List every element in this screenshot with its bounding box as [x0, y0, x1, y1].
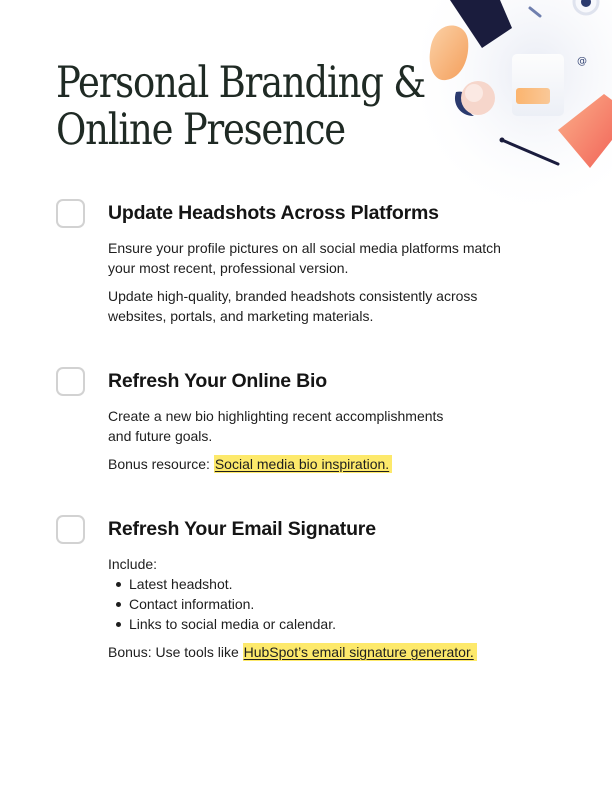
list-item: Latest headshot. [108, 574, 336, 594]
item-detail-headshots [108, 286, 477, 326]
item-description-headshots [108, 238, 501, 278]
page-title-line-2: Online Presence [56, 105, 345, 155]
email-signature-generator-link[interactable]: HubSpot’s email signature generator. [243, 643, 477, 661]
bio-inspiration-link[interactable]: Social media bio inspiration. [214, 455, 392, 473]
description-line: and future goals. [108, 428, 213, 444]
svg-text:@: @ [577, 56, 587, 67]
page-title-line-1: Personal Branding & [56, 58, 425, 108]
item-description-bio [108, 406, 443, 446]
item-title-bio: Refresh Your Online Bio [108, 370, 327, 392]
detail-line: websites, portals, and marketing materials. [108, 308, 374, 324]
decorative-illustration [422, 0, 612, 210]
checkbox-bio[interactable] [56, 367, 85, 396]
list-item: Contact information. [108, 594, 336, 614]
item-title-email-signature: Refresh Your Email Signature [108, 518, 376, 540]
description-line: Create a new bio highlighting recent accomplishments [108, 408, 444, 424]
item-title-headshots: Update Headshots Across Platforms [108, 202, 439, 224]
checkbox-email-signature[interactable] [56, 515, 85, 544]
list-item: Links to social media or calendar. [108, 614, 336, 634]
include-list [108, 574, 336, 634]
checkbox-headshots[interactable] [56, 199, 85, 228]
description-line: Ensure your profile pictures on all social media platforms match [108, 240, 501, 256]
detail-line: Update high-quality, branded headshots consistently across [108, 288, 478, 304]
bonus-prefix: Bonus: Use tools like [108, 644, 243, 660]
bonus-resource-bio [108, 454, 392, 474]
bonus-prefix: Bonus resource: [108, 456, 214, 472]
include-label: Include: [108, 556, 158, 572]
page-title [56, 60, 425, 154]
description-line: your most recent, professional version. [108, 260, 349, 276]
bonus-resource-email [108, 642, 477, 662]
